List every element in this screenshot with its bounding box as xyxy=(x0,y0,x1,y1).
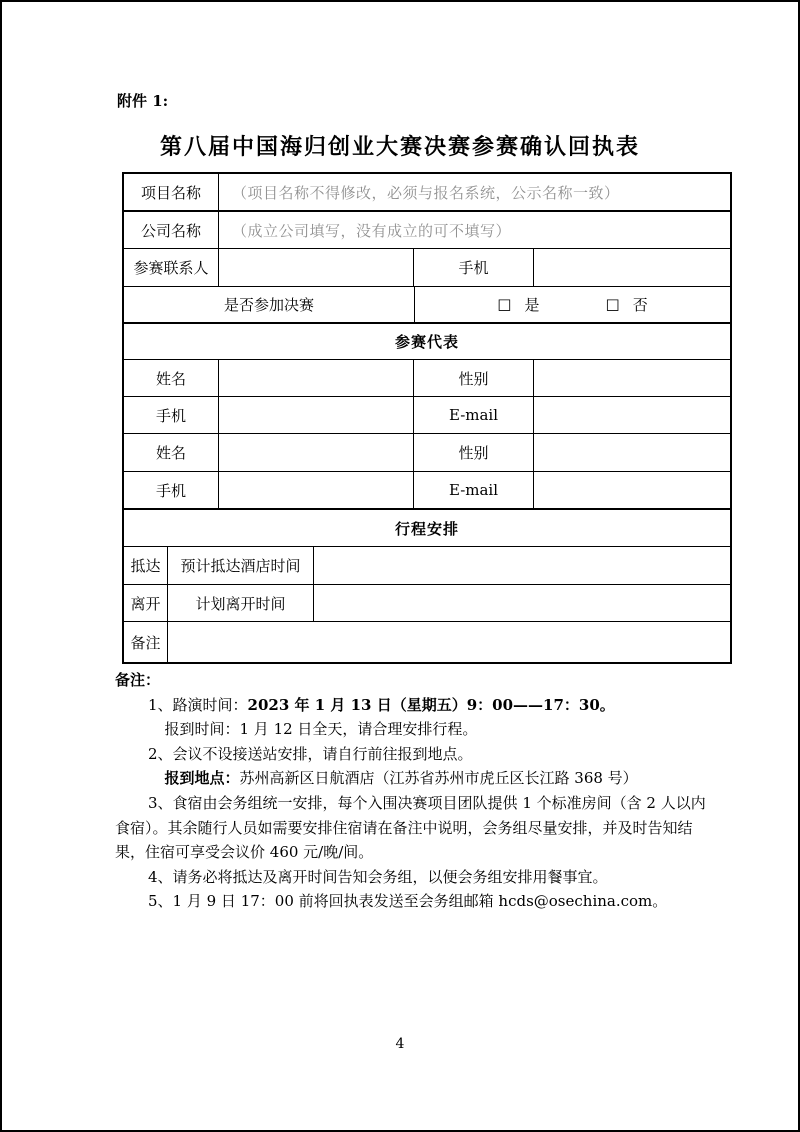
table-row-company xyxy=(124,212,730,249)
note-item-1 xyxy=(115,693,709,718)
departure-time-label: 计划离开时间 xyxy=(168,585,314,621)
attend-no-label: 否 xyxy=(632,296,648,314)
delegate-phone-field[interactable] xyxy=(219,472,414,508)
attend-no-option[interactable] xyxy=(606,294,648,315)
table-row-remarks xyxy=(124,622,730,662)
table-row-contact xyxy=(124,249,730,287)
delegate-name-label: 姓名 xyxy=(124,434,219,471)
note-2-location: 苏州高新区日航酒店（江苏省苏州市虎丘区长江路 368 号） xyxy=(239,769,638,788)
delegate-phone-field[interactable] xyxy=(219,397,414,433)
delegate-gender-label: 性别 xyxy=(414,434,534,471)
delegate-phone-label: 手机 xyxy=(124,397,219,433)
delegate-email-field[interactable] xyxy=(534,472,730,508)
itinerary-section-title: 行程安排 xyxy=(394,519,459,538)
delegate-gender-label: 性别 xyxy=(414,360,534,396)
note-item-4: 4、请务必将抵达及离开时间告知会务组，以便会务组安排用餐事宜。 xyxy=(148,867,608,886)
table-section-delegates xyxy=(124,324,730,360)
contact-phone-field[interactable] xyxy=(534,249,730,286)
delegate-name-field[interactable] xyxy=(219,360,414,396)
delegate-phone-label: 手机 xyxy=(124,472,219,508)
table-row-delegate1-phone xyxy=(124,397,730,434)
departure-time-field[interactable] xyxy=(314,585,730,621)
company-name-label: 公司名称 xyxy=(124,212,219,248)
table-row-arrival xyxy=(124,547,730,585)
confirmation-form-table xyxy=(122,172,732,664)
table-section-itinerary xyxy=(124,510,730,547)
note-item-2-sub xyxy=(115,766,709,791)
note-2-location-label: 报到地点： xyxy=(164,769,240,788)
attend-yes-option[interactable] xyxy=(497,294,539,315)
note-item-3: 3、食宿由会务组统一安排，每个入围决赛项目团队提供 1 个标准房间（含 2 人以内食宿）。其余随行人员如需要安排住宿请在备注中说明，会务组尽量安排，并及时告知结果，住宿可享受会议价 460 元/晚/间。 xyxy=(115,793,706,862)
page-title: 第八届中国海归创业大赛决赛参赛确认回执表 xyxy=(159,134,640,160)
company-name-field[interactable]: （成立公司填写，没有成立的可不填写） xyxy=(232,221,512,240)
table-row-delegate2-name xyxy=(124,434,730,472)
project-name-label: 项目名称 xyxy=(124,174,219,210)
attend-label: 是否参加决赛 xyxy=(124,287,415,322)
note-1-prefix: 1、路演时间： xyxy=(148,695,248,714)
departure-label: 离开 xyxy=(124,585,168,621)
delegate-gender-field[interactable] xyxy=(534,360,730,396)
checkbox-icon[interactable]: □ xyxy=(497,295,512,313)
note-item-1-sub: 报到时间：1 月 12 日全天，请合理安排行程。 xyxy=(164,720,478,739)
delegate-email-label: E-mail xyxy=(414,397,534,433)
attend-options xyxy=(415,287,730,322)
project-name-field[interactable]: （项目名称不得修改，必须与报名系统，公示名称一致） xyxy=(232,183,620,202)
page-number: 4 xyxy=(395,1036,405,1052)
checkbox-icon[interactable]: □ xyxy=(605,295,620,313)
remarks-label: 备注 xyxy=(124,622,168,662)
table-row-departure xyxy=(124,585,730,622)
delegates-section-title: 参赛代表 xyxy=(394,333,459,351)
arrival-label: 抵达 xyxy=(124,547,168,584)
table-row-delegate2-phone xyxy=(124,472,730,510)
note-item-5: 5、1 月 9 日 17：00 前将回执表发送至会务组邮箱 hcds@osechina.com。 xyxy=(148,892,668,911)
attend-yes-label: 是 xyxy=(524,296,540,314)
delegate-email-label: E-mail xyxy=(414,472,534,508)
table-row-attend xyxy=(124,287,730,324)
delegate-gender-field[interactable] xyxy=(534,434,730,471)
contact-field[interactable] xyxy=(219,249,414,286)
attachment-label: 附件 1: xyxy=(117,92,169,110)
note-item-2: 2、会议不设接送站安排，请自行前往报到地点。 xyxy=(148,744,473,763)
delegate-name-label: 姓名 xyxy=(124,360,219,396)
remarks-field[interactable] xyxy=(168,622,730,662)
contact-phone-label: 手机 xyxy=(414,249,534,286)
notes-heading: 备注： xyxy=(115,671,161,689)
table-row-delegate1-name xyxy=(124,360,730,397)
arrival-time-label: 预计抵达酒店时间 xyxy=(168,547,314,584)
delegate-email-field[interactable] xyxy=(534,397,730,433)
table-row-project xyxy=(124,174,730,212)
notes-section xyxy=(115,668,709,914)
arrival-time-field[interactable] xyxy=(314,547,730,584)
delegate-name-field[interactable] xyxy=(219,434,414,471)
contact-label: 参赛联系人 xyxy=(124,249,219,286)
note-1-schedule: 2023 年 1 月 13 日（星期五）9：00——17：30。 xyxy=(247,695,615,714)
